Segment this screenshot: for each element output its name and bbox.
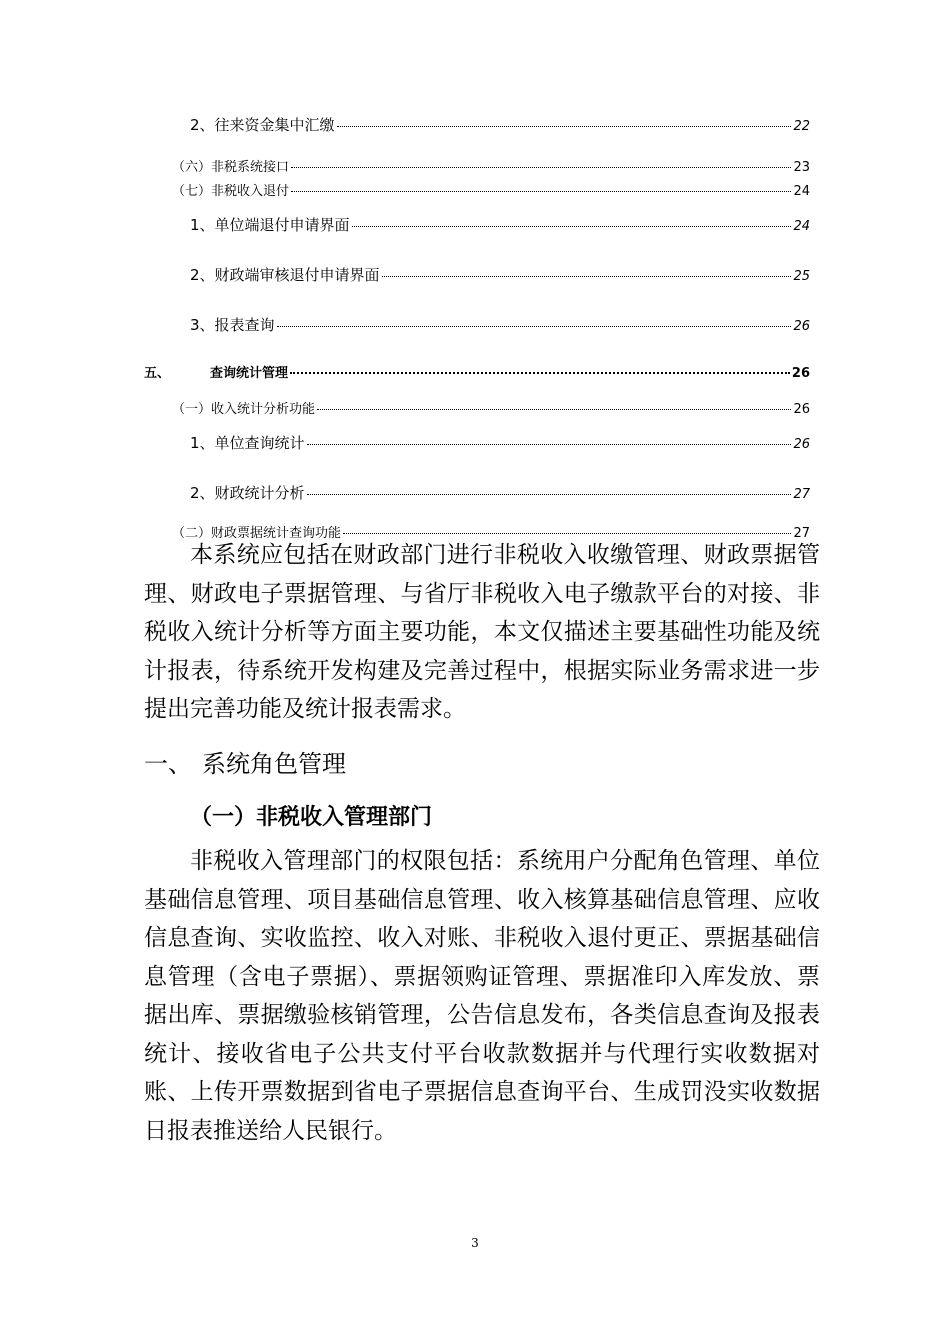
toc-entry[interactable]: [190, 214, 810, 235]
toc-leader-dots: [317, 409, 791, 410]
toc-leader-dots: [307, 444, 792, 445]
toc-entry[interactable]: [172, 398, 810, 417]
toc-leader-dots: [352, 226, 792, 227]
toc-chapter-number: 五、: [144, 366, 171, 381]
toc-entry-label: 3、报表查询: [190, 316, 275, 334]
toc-entry[interactable]: [172, 180, 810, 199]
toc-entry-page: 26: [791, 366, 810, 381]
page-number: 3: [471, 1236, 479, 1250]
toc-entry[interactable]: [172, 156, 810, 175]
toc-entry[interactable]: [190, 114, 810, 135]
toc-chapter-title: 查询统计管理: [210, 366, 289, 381]
toc-entry-label: （一）收入统计分析功能: [172, 402, 316, 417]
toc-entry-label: （二）财政票据统计查询功能: [172, 526, 342, 541]
toc-entry[interactable]: [190, 482, 810, 503]
toc-entry-label: （七）非税收入退付: [172, 184, 290, 199]
subsection-heading: （一）非税收入管理部门: [190, 805, 433, 830]
toc-entry-page: 26: [793, 319, 810, 334]
toc-entry-label: 2、财政端审核退付申请界面: [190, 266, 380, 284]
toc-chapter-entry[interactable]: [144, 362, 810, 381]
toc-leader-dots: [307, 494, 792, 495]
section-heading: [144, 744, 346, 779]
toc-leader-dots: [290, 372, 790, 374]
toc-entry-label: （六）非税系统接口: [172, 160, 290, 175]
toc-entry[interactable]: [190, 432, 810, 453]
toc-entry[interactable]: [190, 264, 810, 285]
toc-leader-dots: [291, 167, 791, 168]
toc-leader-dots: [277, 326, 792, 327]
toc-leader-dots: [337, 126, 792, 127]
toc-entry-page: 23: [793, 160, 810, 175]
toc-entry-label: 1、单位查询统计: [190, 434, 305, 452]
toc-leader-dots: [343, 533, 791, 534]
toc-entry-page: 26: [793, 402, 810, 417]
toc-entry-label: 2、往来资金集中汇缴: [190, 116, 335, 134]
section-heading-number: 一、: [144, 750, 192, 778]
permissions-paragraph: 非税收入管理部门的权限包括：系统用户分配角色管理、单位基础信息管理、项目基础信息管理、收入核算基础信息管理、应收信息查询、实收监控、收入对账、非税收入退付更正、票据基础信息管理（含电子票据）、票据领购证管理、票据准印入库发放、票据出库、票据缴验核销管理，公告信息发布，各类信息查询及报表统计、接收省电子公共支付平台收款数据并与代理行实收数据对账、上传开票数据到省电子票据信息查询平台、生成罚没实收数据日报表推送给人民银行。: [144, 848, 820, 1144]
toc-leader-dots: [291, 191, 791, 192]
toc-entry-page: 27: [793, 526, 810, 541]
toc-entry-page: 24: [793, 219, 810, 234]
toc-entry-page: 25: [793, 269, 810, 284]
toc-entry-page: 26: [793, 437, 810, 452]
toc-entry[interactable]: [190, 314, 810, 335]
section-heading-text: 系统角色管理: [202, 750, 346, 778]
toc-entry-page: 24: [793, 184, 810, 199]
toc-entry-label: [144, 362, 288, 381]
intro-paragraph: 本系统应包括在财政部门进行非税收入收缴管理、财政票据管理、财政电子票据管理、与省厅非税收入电子缴款平台的对接、非税收入统计分析等方面主要功能，本文仅描述主要基础性功能及统计报表，待系统开发构建及完善过程中，根据实际业务需求进一步提出完善功能及统计报表需求。: [144, 542, 820, 722]
toc-entry-label: 1、单位端退付申请界面: [190, 216, 350, 234]
toc-leader-dots: [382, 276, 792, 277]
toc-entry-page: 22: [793, 119, 810, 134]
toc-entry-label: 2、财政统计分析: [190, 484, 305, 502]
toc-entry-page: 27: [793, 487, 810, 502]
